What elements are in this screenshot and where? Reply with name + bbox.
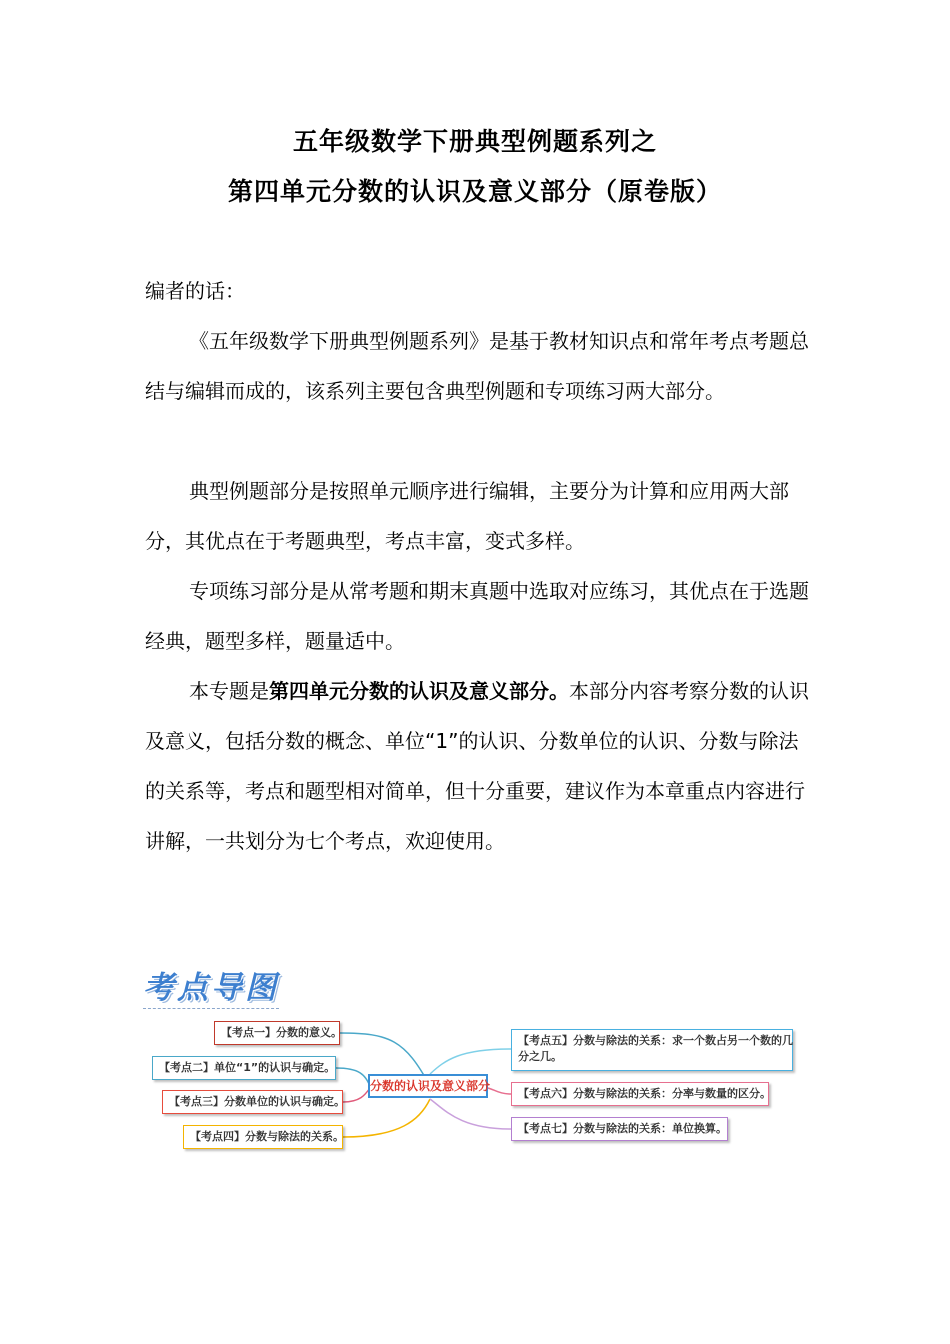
mindmap-node-5 bbox=[511, 1029, 793, 1071]
mindmap-node-4: 【考点四】分数与除法的关系。 bbox=[183, 1125, 343, 1149]
mindmap-node-2: 【考点二】单位“1”的认识与确定。 bbox=[152, 1056, 336, 1080]
node-5-line-1: 【考点五】分数与除法的关系：求一个数占另一个数的几 bbox=[518, 1034, 793, 1047]
mindmap-node-3: 【考点三】分数单位的认识与确定。 bbox=[162, 1090, 343, 1114]
intro-paragraph-2: 典型例题部分是按照单元顺序进行编辑，主要分为计算和应用两大部分，其优点在于考题典型，考点丰富，变式多样。 bbox=[145, 479, 789, 553]
page-title-line-1: 五年级数学下册典型例题系列之 bbox=[292, 127, 657, 156]
connector-7 bbox=[430, 1099, 511, 1129]
page-title-line-2: 第四单元分数的认识及意义部分（原卷版） bbox=[227, 177, 722, 206]
p4-prefix: 本专题是 bbox=[189, 679, 269, 703]
mindmap-heading: 考点导图 bbox=[143, 962, 279, 1009]
connector-3 bbox=[343, 1088, 370, 1102]
intro-paragraph-1: 《五年级数学下册典型例题系列》是基于教材知识点和常年考点考题总结与编辑而成的，该系列主要包含典型例题和专项练习两大部分。 bbox=[145, 329, 809, 403]
connector-6 bbox=[488, 1088, 511, 1094]
mindmap-node-7: 【考点七】分数与除法的关系：单位换算。 bbox=[511, 1117, 728, 1141]
connector-5 bbox=[430, 1049, 511, 1074]
editor-greeting: 编者的话： bbox=[145, 279, 245, 303]
mindmap-node-1: 【考点一】分数的意义。 bbox=[214, 1021, 340, 1045]
connector-4 bbox=[343, 1099, 430, 1137]
p4-body: 本部分内容考察分数的认识及意义，包括分数的概念、单位“1”的认识、分数单位的认识、分数与除法的关系等，考点和题型相对简单，但十分重要，建议作为本章重点内容进行讲解，一共划分为七个考点，欢迎使用。 bbox=[145, 679, 809, 853]
mindmap-center-node: 分数的认识及意义部分 bbox=[368, 1074, 488, 1098]
mindmap-node-6: 【考点六】分数与除法的关系：分率与数量的区分。 bbox=[511, 1082, 769, 1106]
p4-topic-bold: 第四单元分数的认识及意义部分。 bbox=[269, 679, 569, 703]
connector-2 bbox=[336, 1068, 370, 1086]
intro-paragraph-3: 专项练习部分是从常考题和期末真题中选取对应练习，其优点在于选题经典，题型多样，题量适中。 bbox=[145, 579, 809, 653]
node-5-line-2: 分之几。 bbox=[518, 1050, 562, 1063]
